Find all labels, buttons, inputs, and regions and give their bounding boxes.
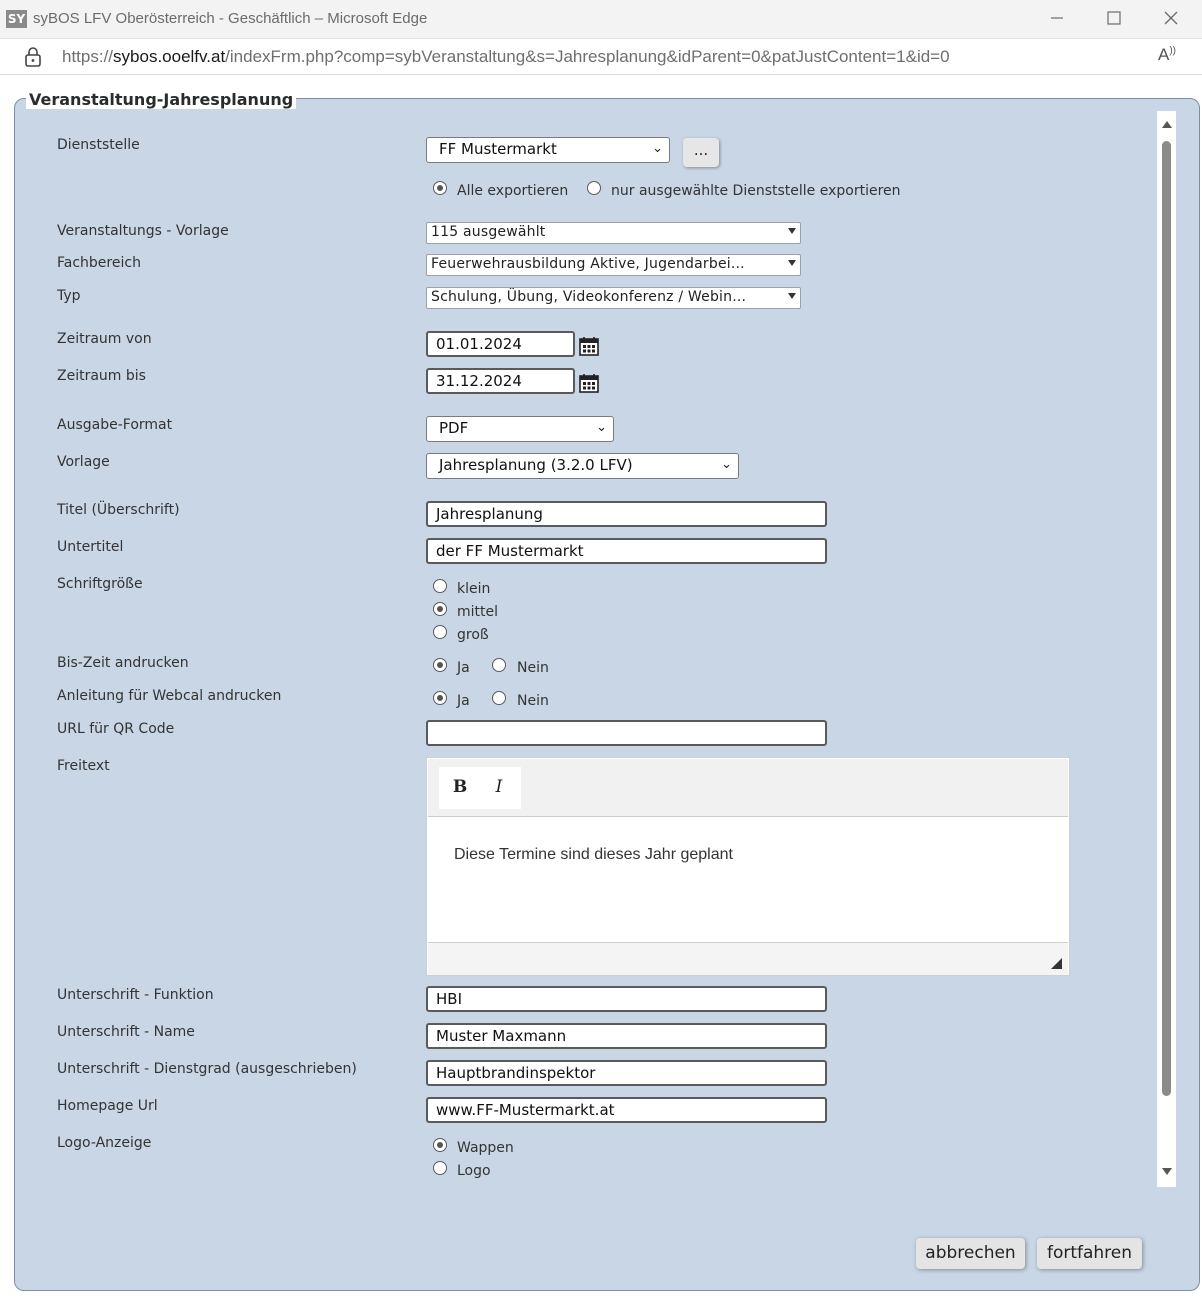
form-legend: Veranstaltung-Jahresplanung [26, 90, 296, 109]
titel-label: Titel (Überschrift) [57, 502, 180, 518]
unterschrift-funktion-label: Unterschrift - Funktion [57, 987, 214, 1003]
bis-zeit-nein-radio[interactable] [492, 658, 506, 672]
logo-anzeige-logo-radio[interactable] [433, 1161, 447, 1175]
schriftgroesse-mittel-label: mittel [457, 604, 499, 620]
unterschrift-name-label: Unterschrift - Name [57, 1024, 195, 1040]
schriftgroesse-klein-radio[interactable] [433, 579, 447, 593]
ausgabe-format-select[interactable]: PDF ⌄ [426, 416, 614, 442]
scrollbar-thumb[interactable] [1162, 141, 1171, 1096]
typ-multiselect[interactable]: Schulung, Übung, Videokonferenz / Webin... [426, 287, 801, 309]
chevron-down-icon: ⌄ [721, 457, 732, 472]
dropdown-arrow-icon [788, 293, 796, 299]
schriftgroesse-label: Schriftgröße [57, 576, 143, 592]
webcal-nein-label: Nein [517, 693, 549, 709]
webcal-label: Anleitung für Webcal andrucken [57, 688, 282, 704]
titel-input[interactable]: Jahresplanung [426, 501, 827, 527]
close-icon[interactable] [1148, 6, 1194, 34]
minimize-icon[interactable] [1034, 6, 1080, 34]
resize-handle-icon[interactable] [1051, 958, 1062, 969]
webcal-ja-radio[interactable] [433, 691, 447, 705]
homepage-input[interactable]: www.FF-Mustermarkt.at [426, 1097, 827, 1123]
qr-url-label: URL für QR Code [57, 721, 175, 737]
dienststelle-label: Dienststelle [57, 137, 140, 153]
ausgabe-format-label: Ausgabe-Format [57, 417, 173, 433]
scroll-up-icon[interactable] [1162, 121, 1172, 128]
logo-anzeige-logo-label: Logo [457, 1163, 491, 1179]
dienststelle-select[interactable]: FF Mustermarkt ⌄ [426, 137, 670, 163]
app-logo-icon: SY [7, 12, 26, 26]
dropdown-arrow-icon [788, 228, 796, 234]
webcal-ja-label: Ja [457, 693, 470, 709]
qr-url-input[interactable] [426, 720, 827, 746]
typ-label: Typ [57, 288, 81, 304]
continue-button[interactable]: fortfahren [1037, 1238, 1142, 1269]
editor-toolbar [428, 759, 1068, 817]
editor-statusbar [428, 942, 1068, 975]
url-text[interactable]: https://sybos.ooelfv.at/indexFrm.php?comp=sybVeranstaltung&s=Jahresplanung&idParent=0&patJustContent=1&id=0 [62, 47, 950, 66]
untertitel-label: Untertitel [57, 539, 124, 555]
schriftgroesse-gross-label: groß [457, 627, 489, 643]
form-scrollbar[interactable] [1157, 111, 1176, 1187]
zeitraum-von-input[interactable]: 01.01.2024 [426, 331, 575, 357]
dienststelle-browse-button[interactable]: ... [683, 138, 719, 167]
unterschrift-dienstgrad-input[interactable]: Hauptbrandinspektor [426, 1060, 827, 1086]
unterschrift-funktion-input[interactable]: HBI [426, 986, 827, 1012]
chevron-down-icon: ⌄ [596, 420, 607, 435]
export-selected-label: nur ausgewählte Dienststelle exportieren [611, 183, 901, 199]
bis-zeit-ja-label: Ja [457, 660, 470, 676]
calendar-icon[interactable] [579, 336, 599, 356]
fachbereich-label: Fachbereich [57, 255, 141, 271]
lock-icon[interactable] [24, 47, 42, 67]
freitext-editor[interactable] [426, 757, 1070, 976]
webcal-nein-radio[interactable] [492, 691, 506, 705]
format-button-group [439, 767, 521, 809]
export-all-label: Alle exportieren [457, 183, 569, 199]
freitext-label: Freitext [57, 758, 110, 774]
export-all-radio[interactable] [433, 181, 447, 195]
vorlage-select[interactable]: Jahresplanung (3.2.0 LFV) ⌄ [426, 453, 739, 479]
read-aloud-icon[interactable]: A)) [1158, 45, 1177, 64]
address-bar[interactable] [0, 39, 1202, 75]
unterschrift-name-input[interactable]: Muster Maxmann [426, 1023, 827, 1049]
logo-anzeige-wappen-radio[interactable] [433, 1138, 447, 1152]
veranstaltungs-vorlage-multiselect[interactable]: 115 ausgewählt [426, 222, 801, 244]
maximize-icon[interactable] [1091, 6, 1137, 34]
window-title: syBOS LFV Oberösterreich - Geschäftlich – Microsoft Edge [33, 10, 428, 27]
unterschrift-dienstgrad-label: Unterschrift - Dienstgrad (ausgeschrieben) [57, 1061, 357, 1077]
schriftgroesse-mittel-radio[interactable] [433, 602, 447, 616]
homepage-label: Homepage Url [57, 1098, 158, 1114]
schriftgroesse-klein-label: klein [457, 581, 491, 597]
logo-anzeige-wappen-label: Wappen [457, 1140, 514, 1156]
italic-button[interactable]: I [495, 777, 503, 797]
vorlage-label: Vorlage [57, 454, 110, 470]
bold-button[interactable]: B [452, 777, 468, 797]
freitext-content[interactable]: Diese Termine sind dieses Jahr geplant [454, 846, 733, 863]
fachbereich-multiselect[interactable]: Feuerwehrausbildung Aktive, Jugendarbei... [426, 254, 801, 276]
untertitel-input[interactable]: der FF Mustermarkt [426, 538, 827, 564]
bis-zeit-label: Bis-Zeit andrucken [57, 655, 189, 671]
logo-anzeige-label: Logo-Anzeige [57, 1135, 152, 1151]
schriftgroesse-gross-radio[interactable] [433, 625, 447, 639]
zeitraum-bis-input[interactable]: 31.12.2024 [426, 368, 575, 394]
window-titlebar [0, 0, 1202, 39]
dropdown-arrow-icon [788, 260, 796, 266]
chevron-down-icon: ⌄ [652, 141, 663, 156]
bis-zeit-nein-label: Nein [517, 660, 549, 676]
zeitraum-bis-label: Zeitraum bis [57, 368, 146, 384]
scroll-down-icon[interactable] [1162, 1168, 1172, 1175]
bis-zeit-ja-radio[interactable] [433, 658, 447, 672]
cancel-button[interactable]: abbrechen [916, 1238, 1025, 1269]
zeitraum-von-label: Zeitraum von [57, 331, 152, 347]
export-selected-radio[interactable] [587, 181, 601, 195]
veranstaltungs-vorlage-label: Veranstaltungs - Vorlage [57, 223, 229, 239]
calendar-icon[interactable] [579, 373, 599, 393]
